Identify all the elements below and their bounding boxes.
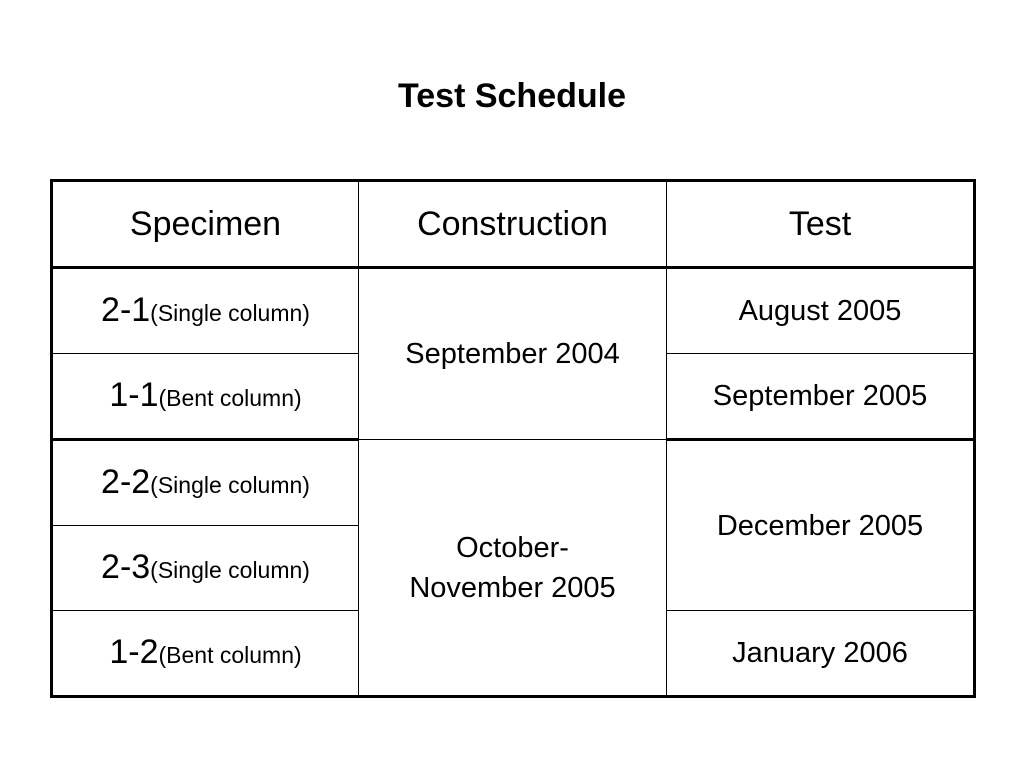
- page-title: Test Schedule: [398, 77, 626, 115]
- test-cell: September 2005: [667, 354, 975, 440]
- construction-line-1: October-: [456, 531, 569, 564]
- table-row: [52, 268, 975, 354]
- specimen-type: (Bent column): [158, 641, 302, 668]
- header-test: Test: [667, 181, 975, 268]
- specimen-cell: [52, 440, 359, 526]
- specimen-id: 1-1: [109, 375, 159, 414]
- test-schedule-table: [50, 179, 976, 698]
- specimen-id: 2-1: [101, 290, 151, 329]
- specimen-type: (Bent column): [158, 384, 302, 411]
- header-specimen: Specimen: [52, 181, 359, 268]
- specimen-cell: [52, 526, 359, 611]
- construction-cell-group2: [359, 440, 667, 697]
- specimen-cell: [52, 354, 359, 440]
- table-header-row: [52, 181, 975, 268]
- specimen-cell: [52, 611, 359, 697]
- specimen-type: (Single column): [150, 556, 310, 583]
- construction-line-2: November 2005: [409, 571, 616, 604]
- header-construction: Construction: [359, 181, 667, 268]
- specimen-cell: [52, 268, 359, 354]
- specimen-type: (Single column): [150, 471, 310, 498]
- test-cell: January 2006: [667, 611, 975, 697]
- table-row: [52, 440, 975, 526]
- specimen-id: 2-2: [101, 462, 151, 501]
- construction-cell-group1: September 2004: [359, 268, 667, 440]
- test-cell: August 2005: [667, 268, 975, 354]
- test-cell: December 2005: [667, 440, 975, 611]
- specimen-id: 2-3: [101, 547, 151, 586]
- specimen-type: (Single column): [150, 299, 310, 326]
- specimen-id: 1-2: [109, 632, 159, 671]
